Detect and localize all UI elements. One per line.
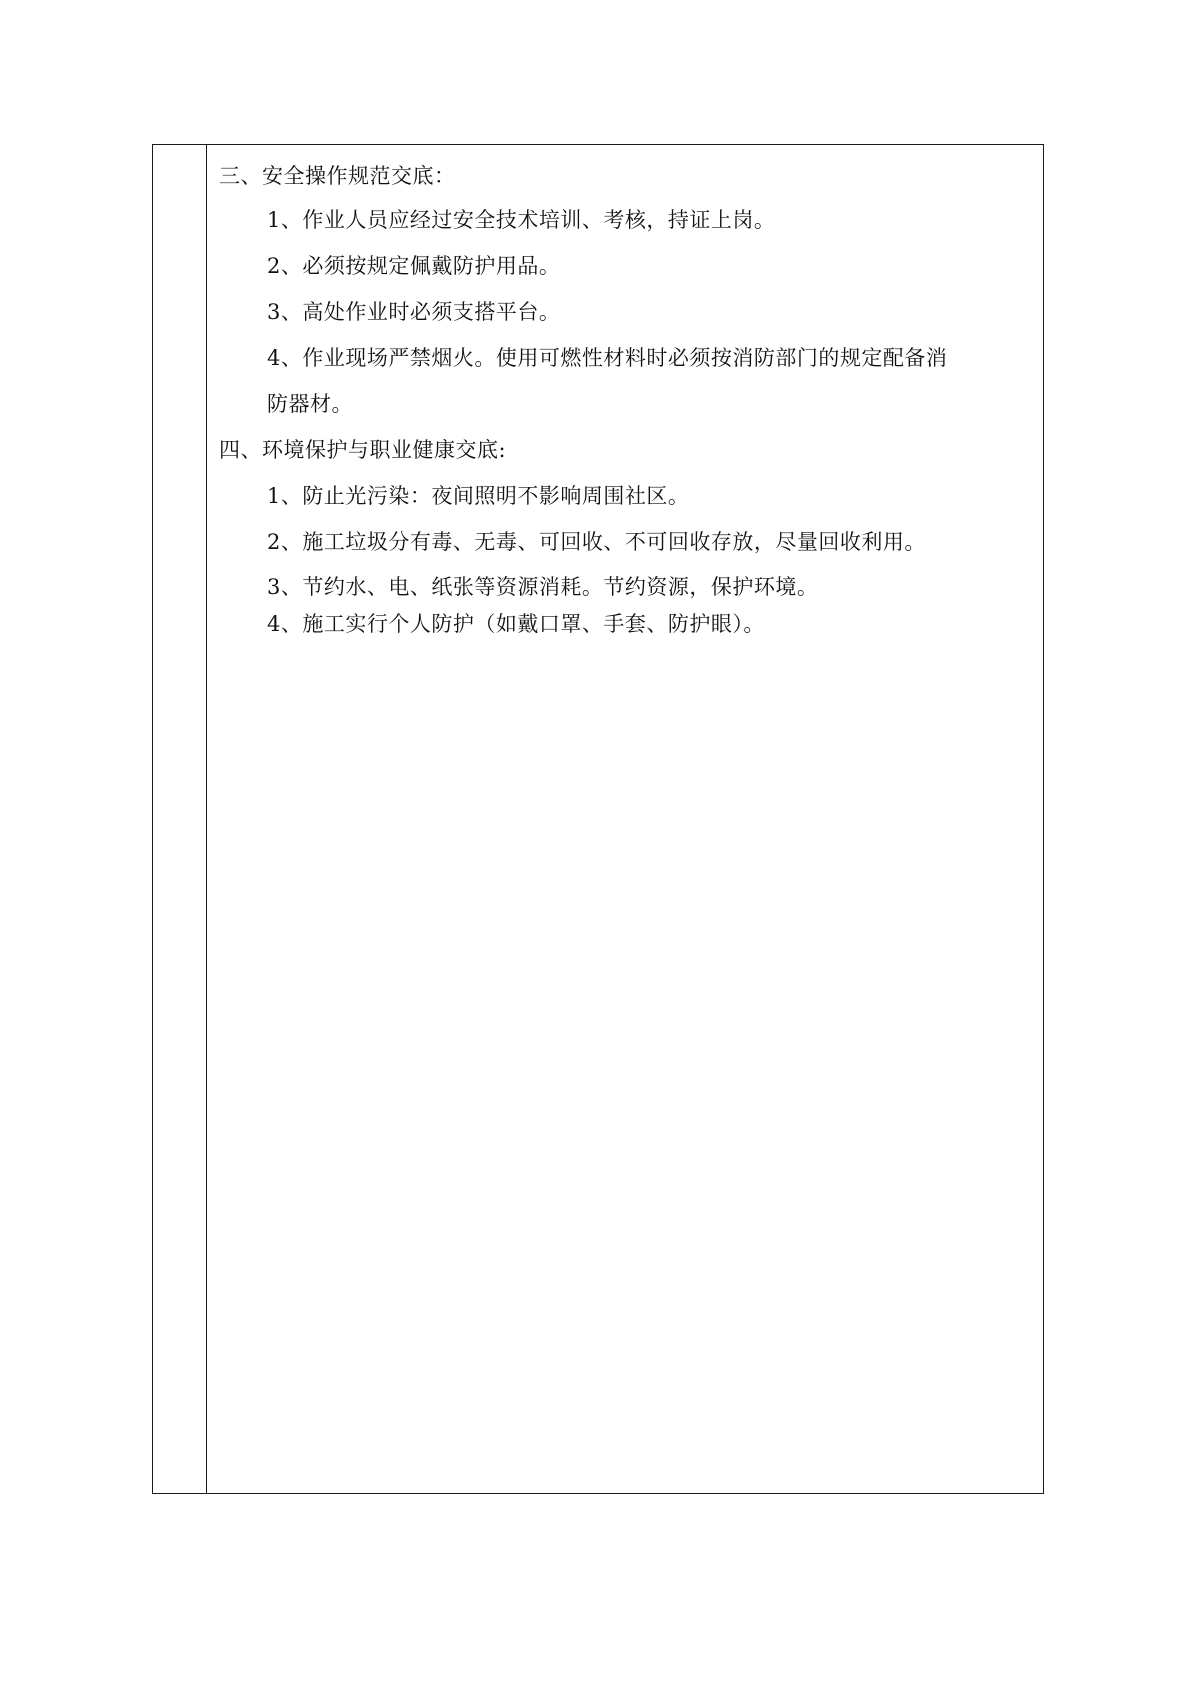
environment-item-2: 2、施工垃圾分有毒、无毒、可回收、不可回收存放，尽量回收利用。 <box>267 530 926 554</box>
disclosure-table <box>152 144 1044 1494</box>
content-cell <box>207 145 1043 1493</box>
safety-item-1: 1、作业人员应经过安全技术培训、考核，持证上岗。 <box>267 208 776 232</box>
section-heading-safety: 三、安全操作规范交底： <box>219 164 456 188</box>
environment-item-3: 3、节约水、电、纸张等资源消耗。节约资源，保护环境。 <box>267 575 819 599</box>
environment-item-4: 4、施工实行个人防护（如戴口罩、手套、防护眼）。 <box>267 612 765 636</box>
environment-item-1: 1、防止光污染：夜间照明不影响周围社区。 <box>267 484 690 508</box>
safety-item-3: 3、高处作业时必须支搭平台。 <box>267 300 561 324</box>
section-heading-environment: 四、环境保护与职业健康交底: <box>219 438 507 462</box>
safety-item-2: 2、必须按规定佩戴防护用品。 <box>267 254 561 278</box>
safety-item-4-continued: 防器材。 <box>267 392 353 416</box>
left-label-column <box>153 145 207 1493</box>
safety-item-4: 4、作业现场严禁烟火。使用可燃性材料时必须按消防部门的规定配备消 <box>267 346 948 370</box>
